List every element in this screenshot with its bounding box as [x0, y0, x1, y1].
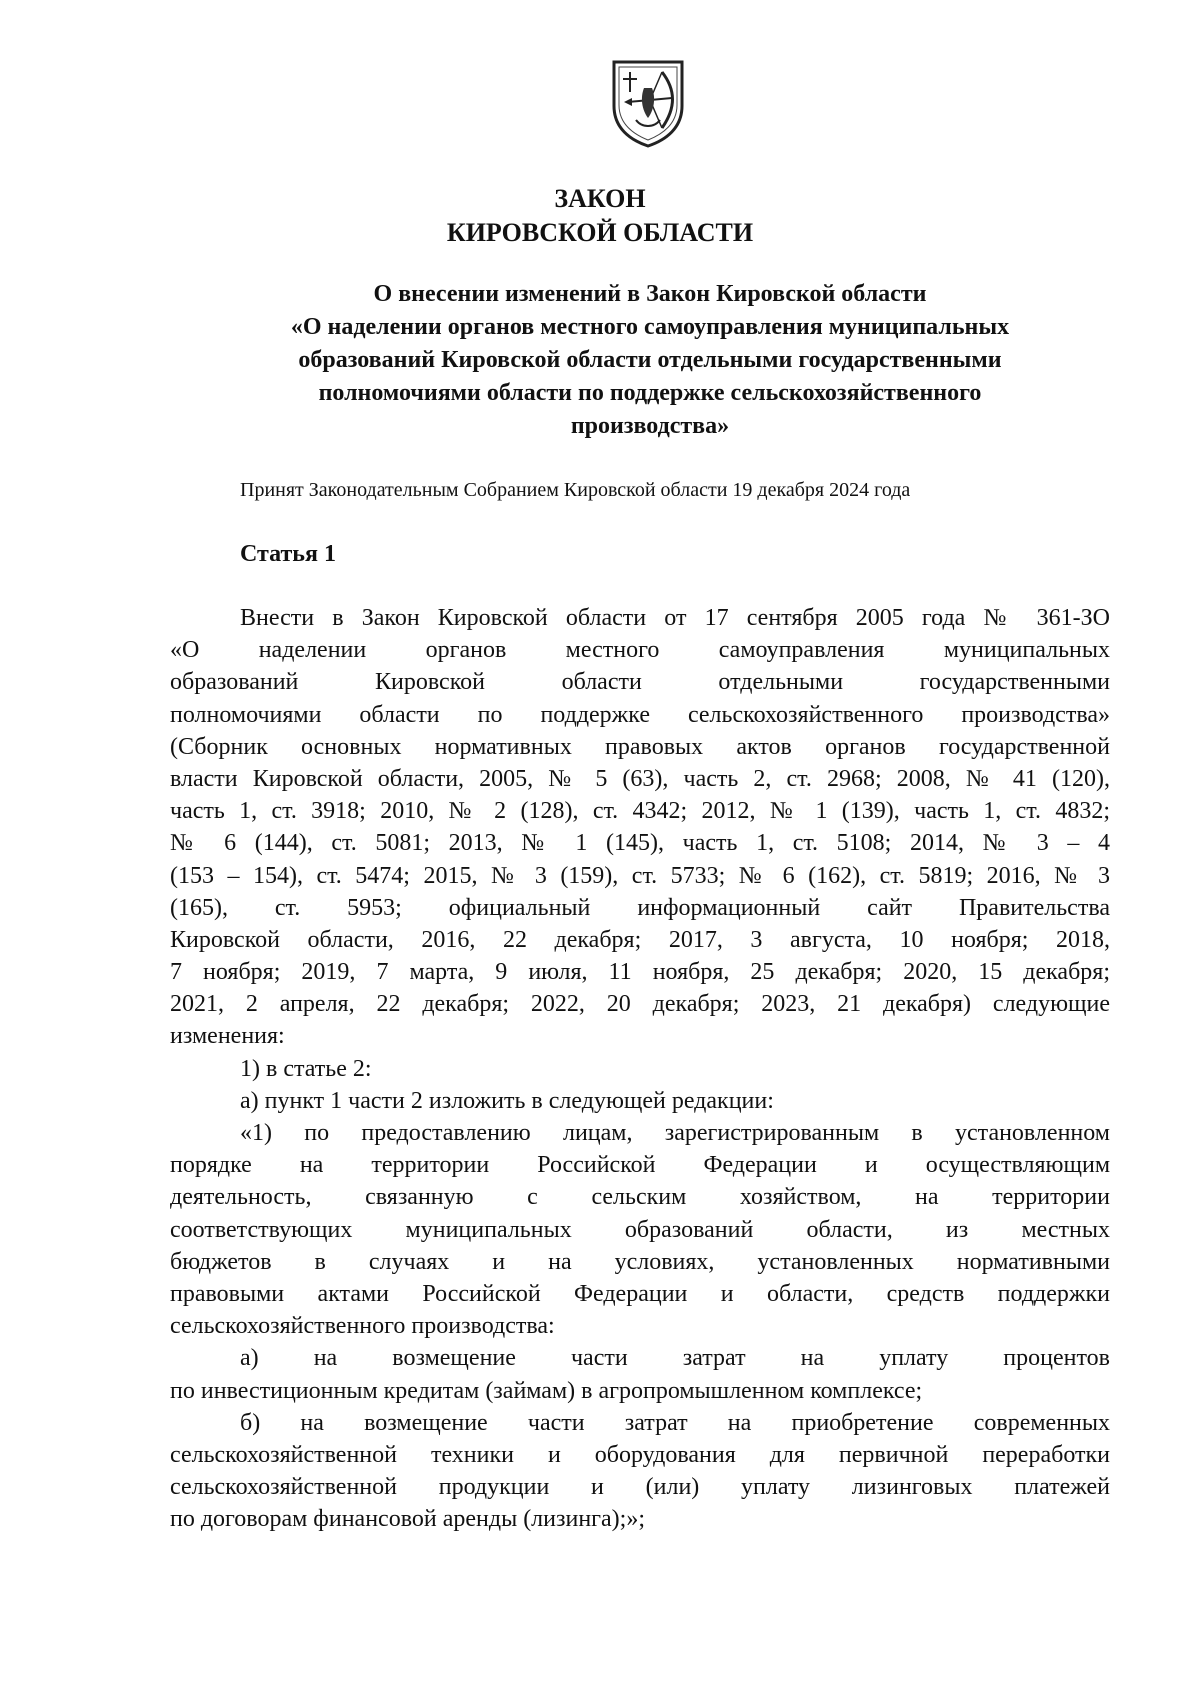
coat-of-arms-icon	[610, 58, 686, 148]
body-line: б) на возмещение части затрат на приобретение современных	[240, 1409, 1110, 1436]
body-line: часть 1, ст. 3918; 2010, № 2 (128), ст. 4342; 2012, № 1 (139), часть 1, ст. 4832;	[170, 798, 1110, 825]
article-body	[170, 602, 1110, 1535]
body-line: сельскохозяйственного производства:	[170, 1313, 555, 1340]
body-line: № 6 (144), ст. 5081; 2013, № 1 (145), часть 1, ст. 5108; 2014, № 3 – 4	[170, 830, 1110, 857]
subtitle-line: «О наделении органов местного самоуправления муниципальных	[290, 314, 1010, 340]
subtitle-line: О внесении изменений в Закон Кировской области	[373, 281, 927, 307]
body-line: 1) в статье 2:	[240, 1055, 372, 1082]
body-line: а) пункт 1 части 2 изложить в следующей редакции:	[240, 1087, 774, 1114]
body-line: изменения:	[170, 1023, 285, 1050]
body-line: «1) по предоставлению лицам, зарегистрированным в установленном	[240, 1120, 1110, 1146]
document-region: КИРОВСКОЙ ОБЛАСТИ	[446, 218, 754, 247]
subtitle-line: образований Кировской области отдельными государственными	[298, 347, 1002, 373]
body-line: образований Кировской области отдельными государственными	[170, 669, 1110, 696]
body-line: (Сборник основных нормативных правовых актов органов государственной	[170, 733, 1110, 760]
article-heading: Статья 1	[240, 541, 336, 567]
body-line: порядке на территории Российской Федерации и осуществляющим	[170, 1152, 1110, 1179]
body-line: «О наделении органов местного самоуправления муниципальных	[170, 637, 1110, 664]
body-line: (165), ст. 5953; официальный информационный сайт Правительства	[170, 894, 1110, 921]
body-line: Внести в Закон Кировской области от 17 сентября 2005 года № 361-ЗО	[240, 605, 1110, 631]
body-line: сельскохозяйственной продукции и (или) уплату лизинговых платежей	[170, 1474, 1110, 1501]
body-line: 7 ноября; 2019, 7 марта, 9 июля, 11 ноября, 25 декабря; 2020, 15 декабря;	[170, 959, 1110, 986]
body-line: деятельность, связанную с сельским хозяйством, на территории	[170, 1184, 1110, 1211]
body-line: бюджетов в случаях и на условиях, установленных нормативными	[170, 1248, 1110, 1275]
body-line: по инвестиционным кредитам (займам) в агропромышленном комплексе;	[170, 1377, 923, 1404]
document-title: ЗАКОН	[554, 184, 646, 213]
law-subtitle	[210, 278, 1090, 443]
body-line: 2021, 2 апреля, 22 декабря; 2022, 20 декабря; 2023, 21 декабря) следующие	[170, 991, 1110, 1018]
body-line: Кировской области, 2016, 22 декабря; 2017, 3 августа, 10 ноября; 2018,	[170, 926, 1110, 953]
body-line: а) на возмещение части затрат на уплату процентов	[240, 1345, 1110, 1372]
subtitle-line: полномочиями области по поддержке сельскохозяйственного	[318, 380, 982, 406]
body-line: власти Кировской области, 2005, № 5 (63), часть 2, ст. 2968; 2008, № 41 (120),	[170, 765, 1110, 792]
body-line: сельскохозяйственной техники и оборудования для первичной переработки	[170, 1441, 1110, 1468]
body-line: правовыми актами Российской Федерации и области, средств поддержки	[170, 1280, 1110, 1307]
adoption-note: Принят Законодательным Собранием Кировской области 19 декабря 2024 года	[240, 479, 911, 501]
body-line: полномочиями области по поддержке сельскохозяйственного производства»	[170, 701, 1110, 728]
body-line: по договорам финансовой аренды (лизинга);»;	[170, 1506, 645, 1533]
body-line: соответствующих муниципальных образований области, из местных	[170, 1216, 1110, 1243]
body-line: (153 – 154), ст. 5474; 2015, № 3 (159), ст. 5733; № 6 (162), ст. 5819; 2016, № 3	[170, 862, 1110, 889]
subtitle-line: производства»	[570, 413, 730, 439]
